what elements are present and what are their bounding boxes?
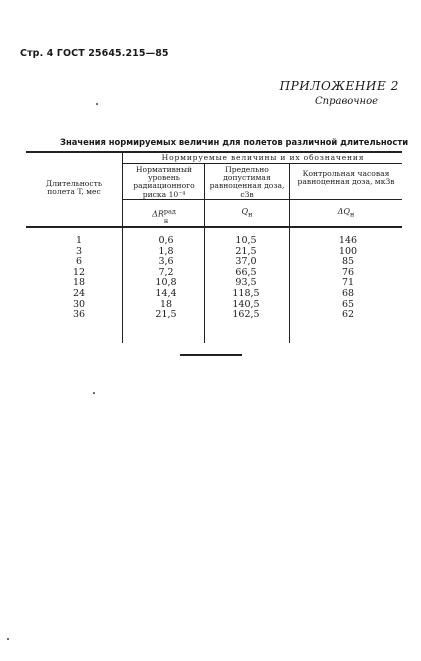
scan-speck (93, 392, 95, 394)
table-cell: 0,6 (158, 235, 174, 246)
col4-header: Контрольная часовая равноценная доза, мкЗв (297, 169, 395, 187)
col2-header: Нормативный уровень радиационного риска 10⁻⁴ (133, 165, 195, 199)
page-header: Стр. 4 ГОСТ 25645.215—85 (20, 48, 169, 59)
col3-symbol: $Q_н$ (241, 207, 253, 219)
table-cell: 62 (341, 309, 355, 321)
col1-header: Длительность полета T, мес (46, 179, 102, 197)
col-durations (66, 236, 92, 321)
table-cell: 14,4 (155, 287, 177, 299)
table-cell: 18 (72, 277, 86, 289)
table-cell: 162,5 (232, 309, 260, 321)
table-cell: 68 (341, 287, 355, 299)
appendix-subtitle: Справочное (315, 96, 379, 107)
header-bottom-rule (26, 226, 402, 228)
table-cell: 10,8 (155, 277, 177, 289)
table-cell: 24 (72, 287, 86, 299)
column-divider-3 (289, 163, 290, 343)
col4-symbol: $\Delta Q_н$ (337, 207, 355, 219)
table-cell: 146 (338, 235, 358, 246)
col-hourly-doses (328, 236, 368, 321)
table-cell: 3 (75, 245, 83, 257)
table-cell: 100 (338, 245, 358, 257)
table-cell: 6 (75, 256, 83, 268)
table-cell: 118,5 (232, 287, 260, 299)
appendix-title: ПРИЛОЖЕНИЕ 2 (279, 79, 399, 93)
table-cell: 21,5 (235, 245, 257, 257)
table-cell: 36 (72, 309, 86, 321)
column-divider-2 (204, 163, 205, 343)
end-rule (180, 354, 242, 356)
table-cell: 12 (72, 266, 86, 278)
col-max-doses (226, 236, 266, 321)
table-cell: 65 (341, 298, 355, 310)
scan-speck (96, 103, 98, 105)
col3-header: Предельно допустимая равноценная доза, сЗв (209, 165, 285, 199)
table-cell: 140,5 (232, 298, 260, 310)
column-divider-1 (122, 151, 123, 343)
table-cell: 1,8 (158, 245, 174, 257)
table-cell: 10,5 (235, 235, 257, 246)
table-cell: 21,5 (155, 309, 177, 321)
table-cell: 85 (341, 256, 355, 268)
table-cell: 30 (72, 298, 86, 310)
symbol-row-rule (122, 199, 402, 200)
table-cell: 7,2 (158, 266, 174, 278)
group-header-rule (122, 163, 402, 164)
col2-symbol: $\Delta R^{рад}$ н (152, 207, 176, 225)
scan-speck (7, 638, 9, 640)
table-cell: 18 (159, 298, 173, 310)
table-cell: 71 (341, 277, 355, 289)
group-header: Нормируемые величины и их обозначения (161, 153, 365, 162)
table-cell: 37,0 (235, 256, 257, 268)
table-cell: 76 (341, 266, 355, 278)
table-cell: 66,5 (235, 266, 257, 278)
col-risk-levels (148, 236, 184, 321)
table-cell: 93,5 (235, 277, 257, 289)
table-caption: Значения нормируемых величин для полетов различной длительности (60, 137, 409, 147)
table-cell: 1 (75, 235, 83, 246)
table-cell: 3,6 (158, 256, 174, 268)
